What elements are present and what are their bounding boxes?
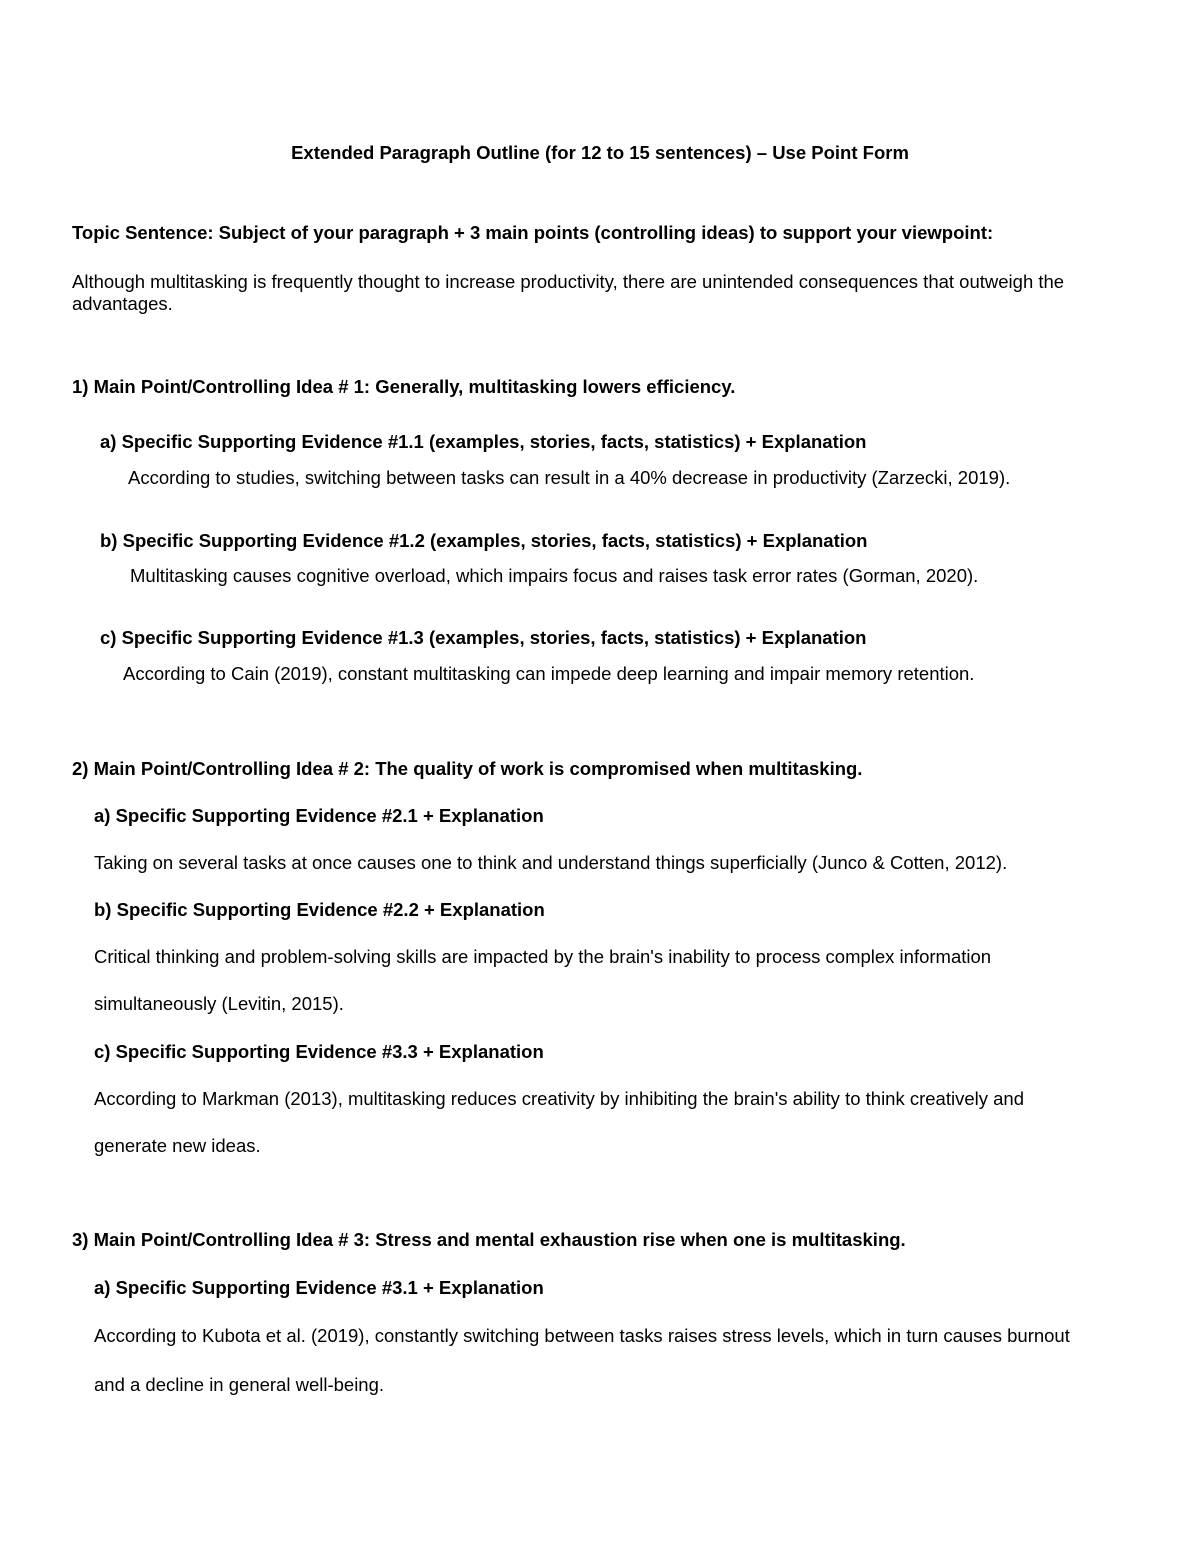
point-2c-heading: c) Specific Supporting Evidence #3.3 + Explanation: [94, 1041, 544, 1062]
point-2c-text-line-1: According to Markman (2013), multitasking reduces creativity by inhibiting the brain's ability to think creatively and: [94, 1088, 1024, 1109]
point-2a-heading: a) Specific Supporting Evidence #2.1 + Explanation: [94, 805, 544, 826]
page-title: Extended Paragraph Outline (for 12 to 15 sentences) – Use Point Form: [291, 142, 909, 163]
point-1a-text: According to studies, switching between tasks can result in a 40% decrease in productivity (Zarzecki, 2019).: [128, 467, 1011, 488]
point-1b-heading: b) Specific Supporting Evidence #1.2 (examples, stories, facts, statistics) + Explanation: [100, 530, 868, 551]
point-2c-text-line-2: generate new ideas.: [94, 1135, 261, 1156]
topic-text-line-1: Although multitasking is frequently thought to increase productivity, there are unintended consequences that outweigh the: [72, 271, 1065, 292]
point-3a-text-line-2: and a decline in general well-being.: [94, 1374, 385, 1395]
point-1b-text: Multitasking causes cognitive overload, which impairs focus and raises task error rates (Gorman, 2020).: [130, 565, 979, 586]
point-2b-heading: b) Specific Supporting Evidence #2.2 + Explanation: [94, 899, 545, 920]
point-3a-text-line-1: According to Kubota et al. (2019), constantly switching between tasks raises stress levels, which in turn causes burnout: [94, 1325, 1070, 1346]
point-3a-heading: a) Specific Supporting Evidence #3.1 + Explanation: [94, 1277, 544, 1298]
point-2-heading: 2) Main Point/Controlling Idea # 2: The quality of work is compromised when multitasking.: [72, 758, 863, 779]
point-1-heading: 1) Main Point/Controlling Idea # 1: Generally, multitasking lowers efficiency.: [72, 376, 736, 397]
point-2b-text-line-2: simultaneously (Levitin, 2015).: [94, 993, 344, 1014]
point-1c-heading: c) Specific Supporting Evidence #1.3 (examples, stories, facts, statistics) + Explanation: [100, 627, 867, 648]
point-3-heading: 3) Main Point/Controlling Idea # 3: Stress and mental exhaustion rise when one is multitasking.: [72, 1229, 906, 1250]
point-1a-heading: a) Specific Supporting Evidence #1.1 (examples, stories, facts, statistics) + Explanation: [100, 431, 867, 452]
topic-text-line-2: advantages.: [72, 293, 173, 314]
point-2a-text: Taking on several tasks at once causes one to think and understand things superficially (Junco & Cotten, 2012).: [94, 852, 1008, 873]
topic-label: Topic Sentence: Subject of your paragraph + 3 main points (controlling ideas) to support your viewpoint:: [72, 222, 994, 243]
point-2b-text-line-1: Critical thinking and problem-solving skills are impacted by the brain's inability to process complex information: [94, 946, 992, 967]
point-1c-text: According to Cain (2019), constant multitasking can impede deep learning and impair memory retention.: [123, 663, 975, 684]
